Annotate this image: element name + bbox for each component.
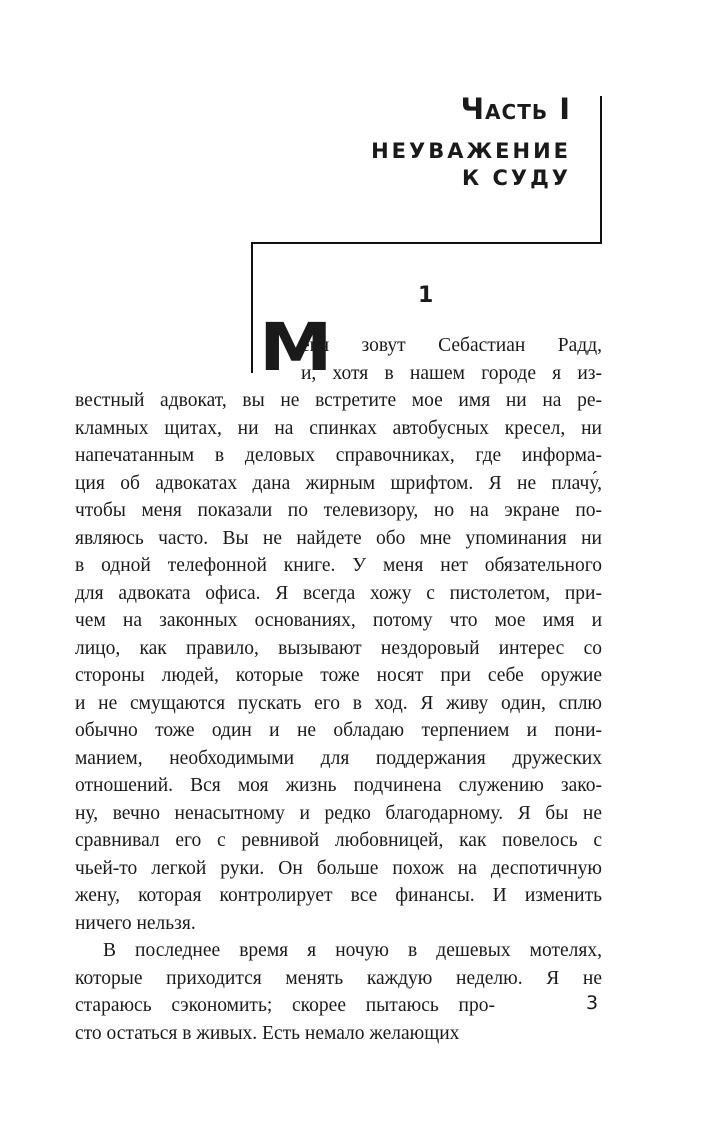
text-line: жену, которая контролирует все финансы. И изменить — [75, 885, 602, 906]
text-line: чьей-то легкой руки. Он больше похож на деспотичную — [75, 857, 602, 879]
text-line: В последнее время я ночую в дешевых мотелях, — [103, 940, 602, 961]
text-line: чем на законных основаниях, потому что мое имя и — [75, 610, 602, 631]
text-line: сто остаться в живых. Есть немало желающих — [75, 1022, 460, 1044]
text-line: и, хотя в нашем городе я из- — [301, 362, 602, 384]
text-line: вестный адвокат, вы не встретите мое имя ни на ре- — [75, 390, 602, 411]
text-line: которые приходится менять каждую неделю. Я не — [75, 967, 602, 989]
text-line: чтобы меня показали по телевизору, но на экране по- — [75, 500, 602, 521]
text-line: напечатанным в деловых справочниках, где информа- — [75, 445, 602, 466]
text-line: ничего нельзя. — [75, 912, 196, 934]
page-number: 3 — [586, 992, 599, 1014]
drop-cap: М — [259, 309, 333, 386]
text-line: являюсь часто. Вы не найдете обо мне упоминания ни — [75, 527, 602, 549]
text-line: еня зовут Себастиан Радд, — [301, 335, 602, 356]
part-title-line: К СУДУ — [462, 166, 571, 190]
text-line: для адвоката офиса. Я всегда хожу с пистолетом, при- — [75, 582, 602, 604]
text-line: ция об адвокатах дана жирным шрифтом. Я не плачу́, — [75, 472, 602, 494]
body-text — [75, 330, 602, 1047]
text-line: сравнивал его с ревнивой любовницей, как повелось с — [75, 830, 602, 851]
frame-divider — [600, 96, 602, 243]
text-line: кламных щитах, ни на спинках автобусных кресел, ни — [75, 417, 602, 439]
text-line: лицо, как правило, вызывают нездоровый интерес со — [75, 637, 602, 659]
text-line: отношений. Вся моя жизнь подчинена служению зако- — [75, 775, 602, 796]
text-line: стороны людей, которые тоже носят при себе оружие — [75, 665, 602, 686]
part-heading: Часть I — [460, 92, 571, 126]
part-title-line: НЕУВАЖЕНИЕ — [371, 139, 571, 163]
text-line: обычно тоже один и не обладаю терпением и пони- — [75, 720, 602, 741]
part-title — [371, 138, 571, 192]
text-line: и не смущаются пускать его в ход. Я живу один, сплю — [75, 692, 602, 714]
text-line: ну, вечно ненасытному и редко благодарному. Я бы не — [75, 802, 602, 824]
chapter-number: 1 — [418, 283, 434, 308]
text-line: стараюсь сэкономить; скорее пытаюсь про- — [75, 995, 495, 1016]
text-line: манием, необходимыми для поддержания дружеских — [75, 747, 602, 769]
frame-divider — [251, 242, 602, 244]
text-line: в одной телефонной книге. У меня нет обязательного — [75, 555, 602, 576]
